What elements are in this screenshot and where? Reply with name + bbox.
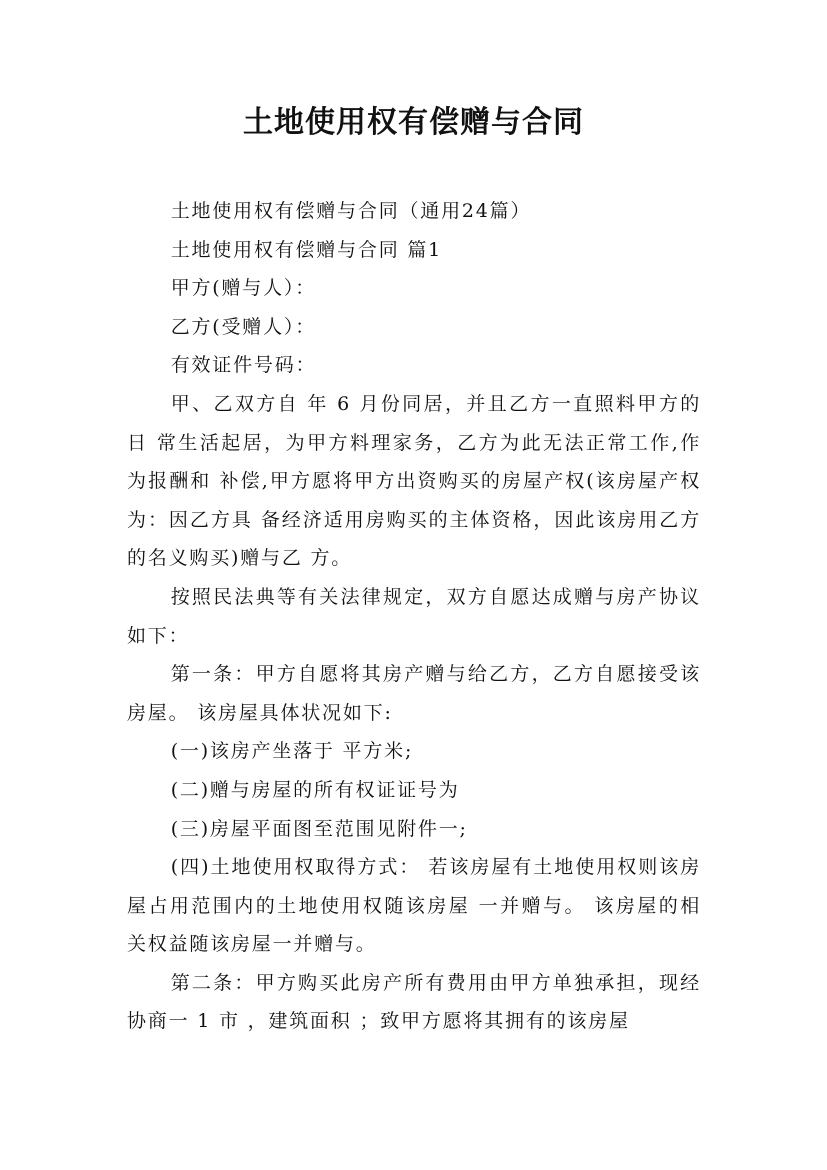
paragraph-id-number: 有效证件号码： bbox=[170, 354, 317, 377]
paragraph-background: 甲、乙双方自 年 6 月份同居，并且乙方一直照料甲方的日 常生活起居，为甲方料理家务，乙方为此无法正常工作,作为报酬和 补偿,甲方愿将甲方出资购买的房屋产权(该房屋产权为：因乙方具 备经济适用房购买的主体资格，因此该房用乙方的名义购买)赠与乙 方。 bbox=[127, 392, 701, 570]
document-body bbox=[127, 192, 701, 1041]
paragraph-article-2: 第二条：甲方购买此房产所有费用由甲方单独承担，现经协商一 1 市 ，建筑面积 ；致甲方愿将其拥有的该房屋 bbox=[127, 971, 701, 1033]
paragraph-collection-title: 土地使用权有偿赠与合同（通用24篇） bbox=[170, 200, 532, 222]
paragraph-item-1: (一)该房产坐落于 平方米; bbox=[170, 740, 414, 763]
paragraph-party-b: 乙方(受赠人）： bbox=[170, 315, 317, 338]
document-title: 土地使用权有偿赠与合同 bbox=[243, 105, 584, 140]
paragraph-item-4: (四)土地使用权取得方式： 若该房屋有土地使用权则该房屋占用范围内的土地使用权随该房屋 一并赠与。 该房屋的相关权益随该房屋一并赠与。 bbox=[127, 856, 701, 956]
paragraph-section-heading: 土地使用权有偿赠与合同 篇1 bbox=[170, 238, 443, 261]
paragraph-item-2: (二)赠与房屋的所有权证证号为 bbox=[170, 778, 460, 801]
paragraph-article-1: 第一条：甲方自愿将其房产赠与给乙方，乙方自愿接受该房屋。 该房屋具体状况如下: bbox=[127, 663, 701, 724]
paragraph-party-a: 甲方(赠与人）： bbox=[170, 277, 317, 300]
paragraph-item-3: (三)房屋平面图至范围见附件一; bbox=[170, 817, 468, 840]
paragraph-agreement-intro: 按照民法典等有关法律规定，双方自愿达成赠与房产协议如下： bbox=[127, 585, 701, 647]
